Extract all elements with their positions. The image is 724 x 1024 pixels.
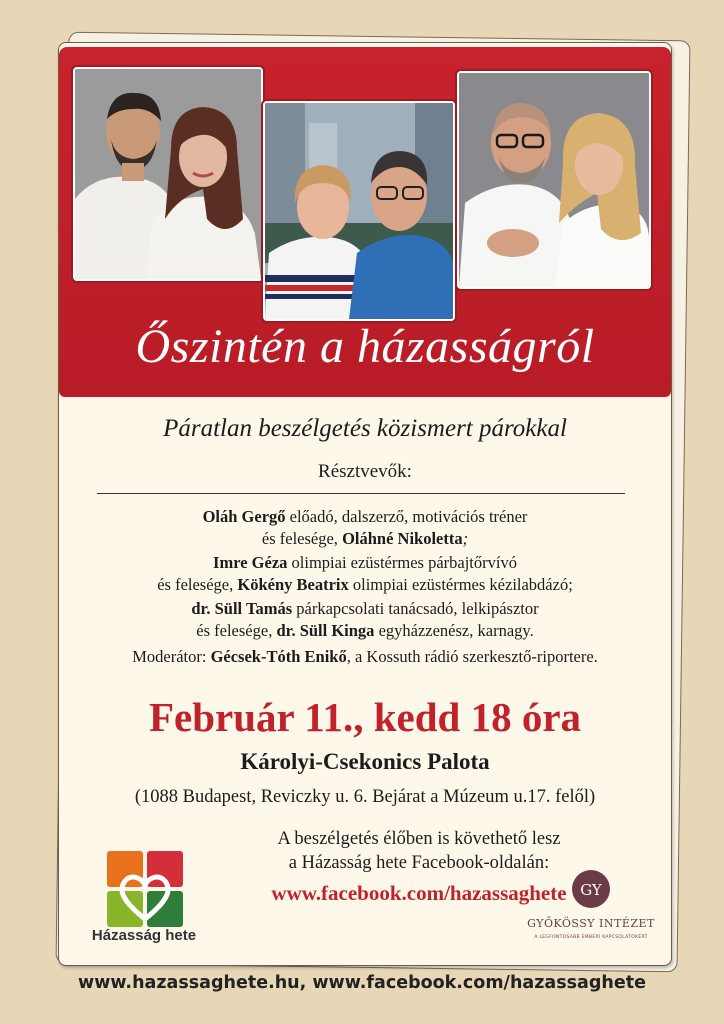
participant-3-line-2 <box>59 621 671 641</box>
poster <box>58 42 672 966</box>
participant-spouse-label: és felesége, <box>196 621 277 640</box>
moderator-label: Moderátor: <box>132 647 211 666</box>
participant-role: ; <box>462 529 469 548</box>
participant-name: Oláhné Nikoletta <box>342 529 463 548</box>
participant-1-line-2 <box>59 529 671 549</box>
participant-name: Kökény Beatrix <box>237 575 349 594</box>
moderator-name: Gécsek-Tóth Enikő <box>210 647 347 666</box>
participant-role: párkapcsolati tanácsadó, lelkipásztor <box>292 599 539 618</box>
header-banner <box>59 47 671 397</box>
participant-role: olimpiai ezüstérmes párbajtőrvívó <box>287 553 517 572</box>
participants-heading: Résztvevők: <box>318 461 412 482</box>
participant-3-line-1 <box>59 599 671 619</box>
participant-spouse-label: és felesége, <box>261 529 343 548</box>
gyokossy-name: GYŐKÖSSY INTÉZET <box>527 917 655 930</box>
hazassag-hete-logo-icon <box>71 849 221 961</box>
gyokossy-monogram: GY <box>580 881 602 899</box>
participant-name: Oláh Gergő <box>202 507 286 526</box>
live-info-line-2: a Házasság hete Facebook-oldalán: <box>288 853 550 873</box>
divider <box>97 493 625 494</box>
poster-subtitle: Páratlan beszélgetés közismert párokkal <box>163 415 567 442</box>
participant-name: dr. Süll Tamás <box>191 599 293 618</box>
facebook-link[interactable]: www.facebook.com/hazassaghete <box>271 881 567 905</box>
couple-photo-1 <box>73 67 263 281</box>
participant-1-line-1 <box>59 507 671 527</box>
footer-links[interactable]: www.hazassaghete.hu, www.facebook.com/hazassaghete <box>78 973 646 993</box>
gyokossy-tagline: A LEGFONTOSABB EMBERI KAPCSOLATOKÉRT <box>534 935 648 940</box>
gyokossy-monogram-icon <box>571 869 611 909</box>
couple-photo-2 <box>263 101 455 321</box>
event-address: (1088 Budapest, Reviczky u. 6. Bejárat a Múzeum u.17. felől) <box>134 787 596 807</box>
participant-name: dr. Süll Kinga <box>276 621 375 640</box>
moderator-role: , a Kossuth rádió szerkesztő-riportere. <box>346 647 598 666</box>
participant-role: előadó, dalszerző, motivációs tréner <box>285 507 528 526</box>
poster-title: Őszintén a házasságról <box>135 320 595 373</box>
participant-2-line-1 <box>59 553 671 573</box>
couple-photo-3 <box>457 71 651 289</box>
hazassag-hete-logo-text: Házasság hete <box>91 927 197 944</box>
participant-name: Imre Géza <box>213 553 288 572</box>
event-date: Február 11., kedd 18 óra <box>148 694 582 740</box>
participant-spouse-label: és felesége, <box>157 575 238 594</box>
participant-role: egyházzenész, karnagy. <box>374 621 534 640</box>
participant-role: olimpiai ezüstérmes kézilabdázó; <box>348 575 573 594</box>
event-venue: Károlyi-Csekonics Palota <box>240 749 490 774</box>
moderator-line <box>59 647 671 667</box>
live-info-line-1: A beszélgetés élőben is követhető lesz <box>277 829 561 849</box>
participant-2-line-2 <box>59 575 671 595</box>
